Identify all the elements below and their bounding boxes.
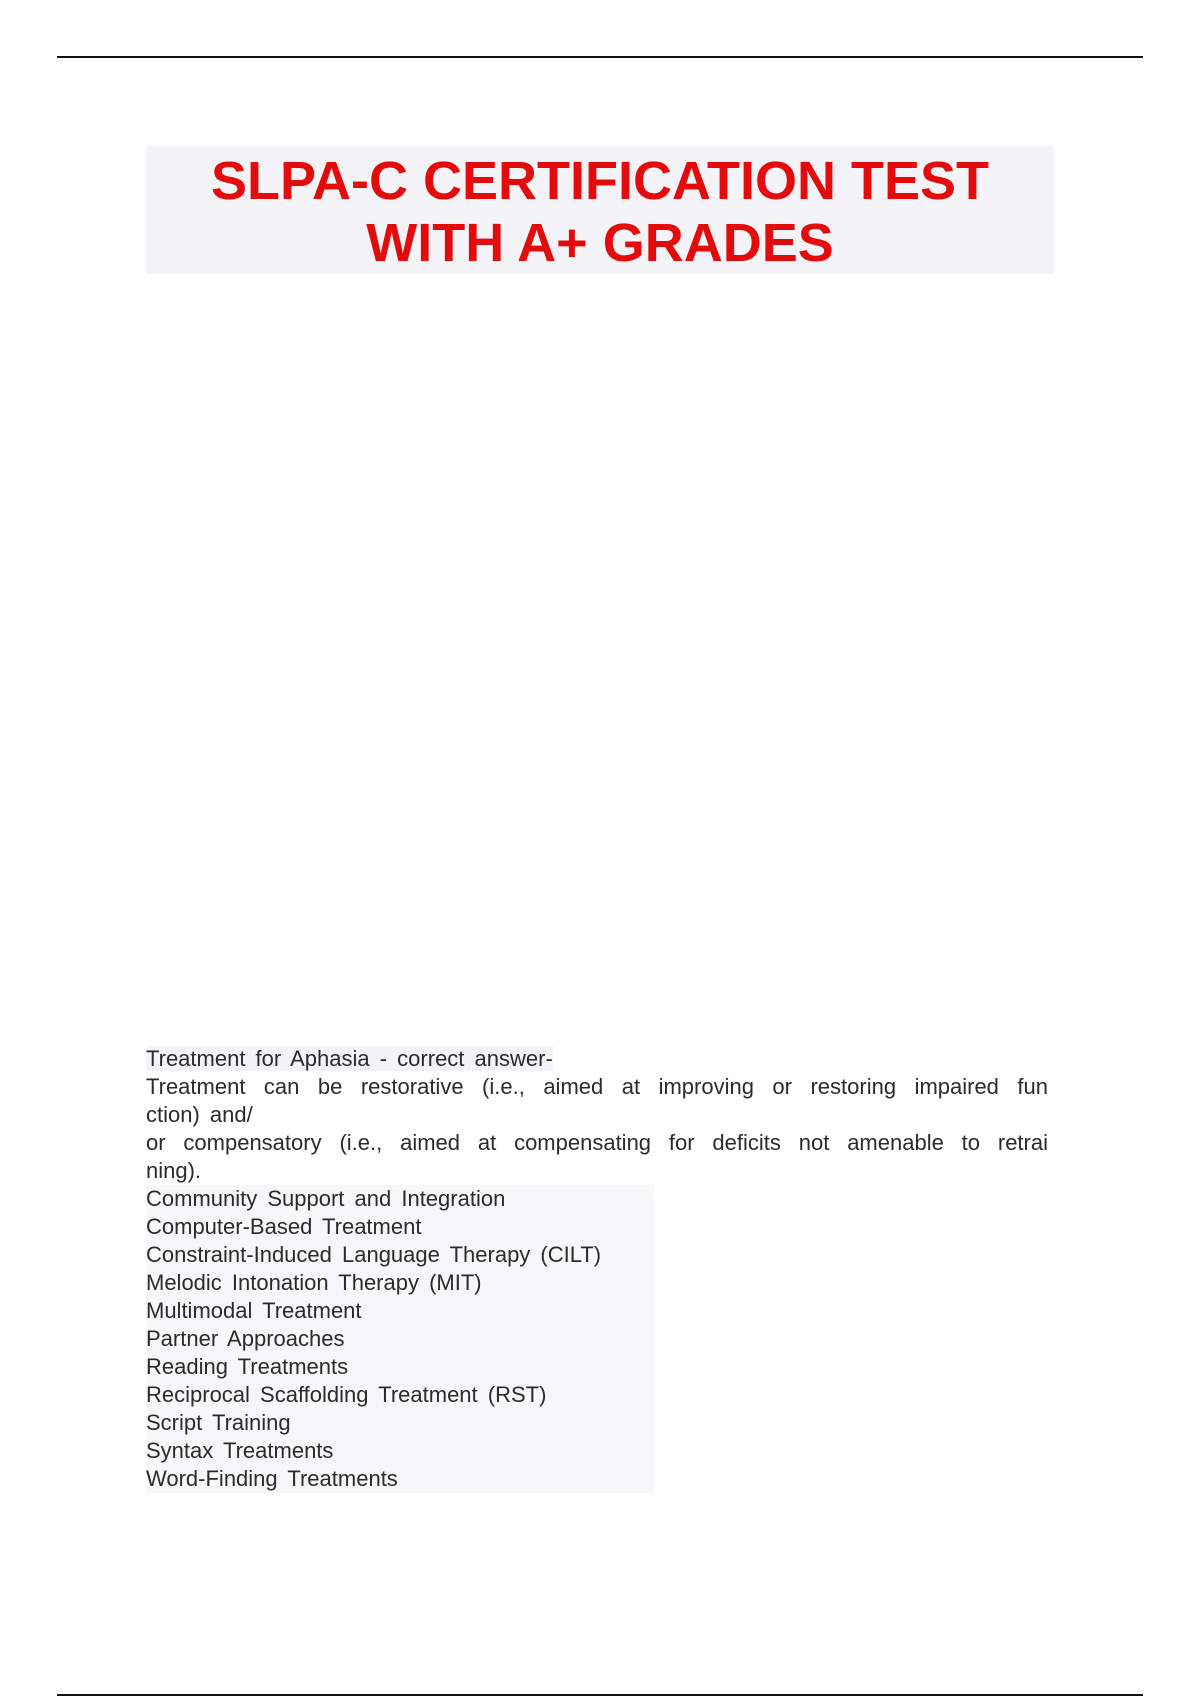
answer-line-2: ction) and/ [146, 1102, 253, 1127]
answer-line-4: ning). [146, 1158, 202, 1183]
treatment-list [146, 1185, 654, 1493]
bottom-rule [57, 1694, 1143, 1696]
list-item: Melodic Intonation Therapy (MIT) [146, 1270, 482, 1295]
list-item: Constraint-Induced Language Therapy (CILT) [146, 1242, 602, 1267]
qa-content [146, 1045, 1048, 1493]
title-line-1: SLPA-C CERTIFICATION TEST [211, 151, 989, 211]
list-item: Syntax Treatments [146, 1438, 334, 1463]
list-item: Community Support and Integration [146, 1186, 506, 1211]
answer-line-3: or compensatory (i.e., aimed at compensating for deficits not amenable to retrai [146, 1130, 1048, 1155]
list-item: Computer-Based Treatment [146, 1214, 422, 1239]
title-banner [146, 146, 1054, 274]
list-item: Partner Approaches [146, 1326, 345, 1351]
list-item: Reciprocal Scaffolding Treatment (RST) [146, 1382, 547, 1407]
top-rule [57, 56, 1143, 58]
answer-line-1: Treatment can be restorative (i.e., aimed at improving or restoring impaired fun [146, 1074, 1048, 1099]
title-line-2: WITH A+ GRADES [366, 213, 834, 273]
list-item: Reading Treatments [146, 1354, 349, 1379]
question-text: Treatment for Aphasia - correct answer- [146, 1046, 553, 1071]
list-item: Multimodal Treatment [146, 1298, 362, 1323]
list-item: Script Training [146, 1410, 291, 1435]
list-item: Word-Finding Treatments [146, 1466, 398, 1491]
